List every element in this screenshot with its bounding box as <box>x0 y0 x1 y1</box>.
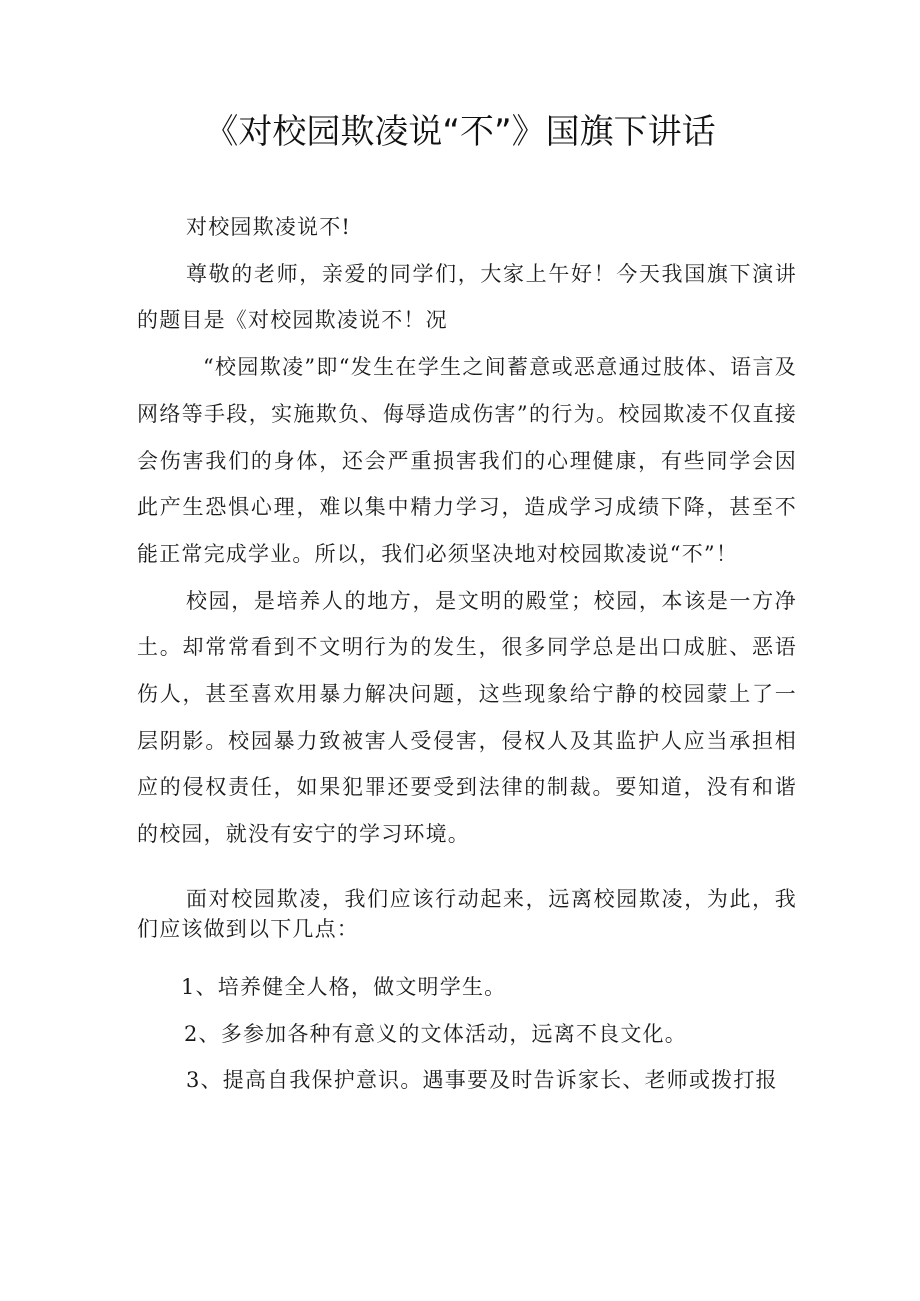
list-item: 3、提高自我保护意识。遇事要及时告诉家长、老师或拨打报 <box>186 1068 778 1093</box>
paragraph-action: 面对校园欺凌，我们应该行动起来，远离校园欺凌，为此，我们应该做到以下几点： <box>137 886 797 941</box>
document-title: 《对校园欺凌说“不”》国旗下讲话 <box>204 112 716 152</box>
paragraph-opening: 对校园欺凌说不! <box>186 215 352 239</box>
paragraph-definition: “校园欺凌”即“发生在学生之间蓄意或恶意通过肢体、语言及网络等手段，实施欺负、侮辱造成伤害”的行为。校园欺凌不仅直接会伤害我们的身体，还会严重损害我们的心理健康，有些同学会因此产生恐惧心理，难以集中精力学习，造成学习成绩下降，甚至不能正常完成学业。所以，我们必须坚决地对校园欺凌说“不”！ <box>137 355 797 566</box>
document-body <box>137 204 797 1104</box>
list-item: 1、培养健全人格，做文明学生。 <box>181 974 507 999</box>
action-list <box>137 964 797 1104</box>
list-item: 2、多参加各种有意义的文体活动，远离不良文化。 <box>184 1021 687 1046</box>
paragraph-greeting: 尊敬的老师，亲爱的同学们，大家上午好！今天我国旗下演讲的题目是《对校园欺凌说不！况 <box>137 261 797 333</box>
paragraph-campus: 校园，是培养人的地方，是文明的殿堂；校园，本该是一方净土。却常常看到不文明行为的发生，很多同学总是出口成脏、恶语伤人，甚至喜欢用暴力解决问题，这些现象给宁静的校园蒙上了一层阴影。校园暴力致被害人受侵害，侵权人及其监护人应当承担相应的侵权责任，如果犯罪还要受到法律的制裁。要知道，没有和谐的校园，就没有安宁的学习环境。 <box>137 588 797 847</box>
